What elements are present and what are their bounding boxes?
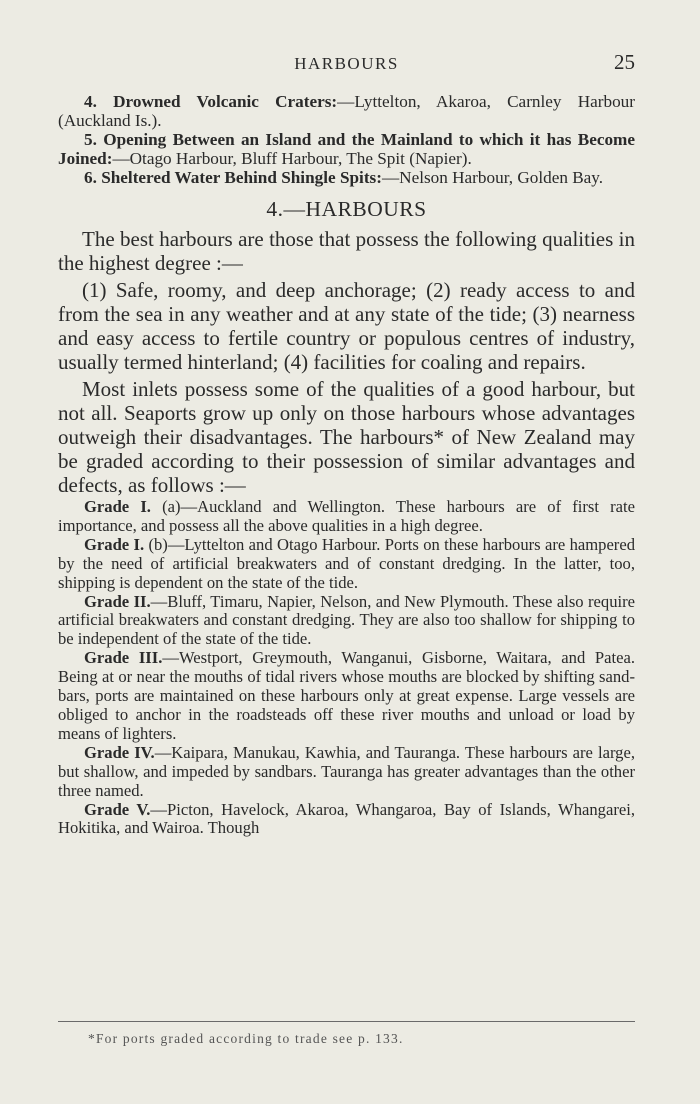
harbour-type-lead: 6. Sheltered Water Behind Shingle Spits: — [84, 168, 382, 187]
harbour-type-text: —Lyttelton, Akaroa, Carnley Harbour (Auckland Is.). — [58, 92, 636, 130]
grade-item — [58, 498, 635, 536]
body-paragraph — [58, 227, 635, 275]
paragraph-text: (1) Safe, roomy, and deep anchorage; (2) ready access to and from the sea in any weather and at any state of the tide; (3) nearness and easy access to fertile country or populous centres of industry, usually termed hinterland; (4) facilities for coaling and repairs. — [58, 278, 635, 374]
running-head: HARBOURS — [294, 54, 399, 73]
grade-item — [58, 649, 635, 744]
grade-label: Grade I. — [84, 497, 151, 516]
grade-label: Grade I. — [84, 534, 145, 554]
book-page — [58, 50, 635, 838]
harbour-type-text: —Nelson Harbour, Golden Bay. — [381, 168, 604, 187]
grade-item — [58, 593, 635, 650]
grade-text: —Westport, Greymouth, Wanganui, Gisborne, Waitara, and Patea. Being at or near the mouths of tidal rivers whose mouths are blocked by shifting sand-bars, ports are maintained on these harbours only at great expense. Large vessels are obliged to anchor in the roadsteads off these river mouths and unload or load by means of lighters. — [58, 648, 635, 743]
page-header — [58, 50, 635, 78]
grade-item — [58, 536, 635, 593]
harbour-type-lead: 5. Opening Between an Island and the Mainland to which it has Become Joined: — [58, 130, 635, 168]
footnote-rule — [58, 1021, 635, 1022]
grade-text: (a)—Auckland and Wellington. These harbours are of first rate importance, and possess all the above qualities in a high degree. — [58, 497, 635, 535]
page-number: 25 — [614, 50, 635, 74]
grade-text: —Picton, Havelock, Akaroa, Whangaroa, Bay of Islands, Whangarei, Hokitika, and Wairoa. Though — [58, 799, 635, 838]
grade-text: (b)—Lyttelton and Otago Harbour. Ports on these harbours are hampered by the need of artificial breakwaters and of constant dredging. In the latter, too, shipping is dependent on the state of the tide. — [58, 534, 635, 592]
harbour-type-lead: 4. Drowned Volcanic Craters: — [84, 92, 338, 111]
footnote-area — [58, 1021, 635, 1047]
grades-list — [58, 498, 635, 838]
grade-label: Grade IV. — [84, 742, 155, 762]
grade-label: Grade III. — [84, 648, 163, 668]
harbour-types-list — [58, 92, 635, 187]
footnote: *For ports graded according to trade see p. 133. — [88, 1031, 404, 1046]
grade-text: —Kaipara, Manukau, Kawhia, and Tauranga. These harbours are large, but shallow, and impeded by sandbars. Tauranga has greater advantages than the other three named. — [58, 742, 635, 800]
grade-item — [58, 801, 635, 839]
grade-text: —Bluff, Timaru, Napier, Nelson, and New Plymouth. These also require artificial breakwaters and constant dredging. They are also too shallow for shipping to be independent of the state of the tide. — [58, 591, 635, 649]
section-title: 4.—HARBOURS — [266, 197, 427, 221]
harbour-type-item — [58, 130, 635, 168]
grade-item — [58, 744, 635, 801]
body-text — [58, 227, 635, 497]
body-paragraph — [58, 377, 635, 497]
body-paragraph — [58, 278, 635, 374]
paragraph-text: The best harbours are those that possess the following qualities in the highest degree :— — [58, 227, 635, 275]
harbour-type-item — [58, 168, 635, 187]
grade-label: Grade V. — [84, 799, 151, 819]
paragraph-text: Most inlets possess some of the qualities of a good harbour, but not all. Seaports grow up only on those harbours whose advantages outweigh their disadvantages. The harbours* of New Zealand may be graded according to their possession of similar advantages and defects, as follows :— — [58, 377, 635, 497]
harbour-type-item — [58, 92, 635, 130]
grade-label: Grade II. — [84, 591, 151, 611]
harbour-type-text: —Otago Harbour, Bluff Harbour, The Spit (Napier). — [112, 149, 472, 168]
